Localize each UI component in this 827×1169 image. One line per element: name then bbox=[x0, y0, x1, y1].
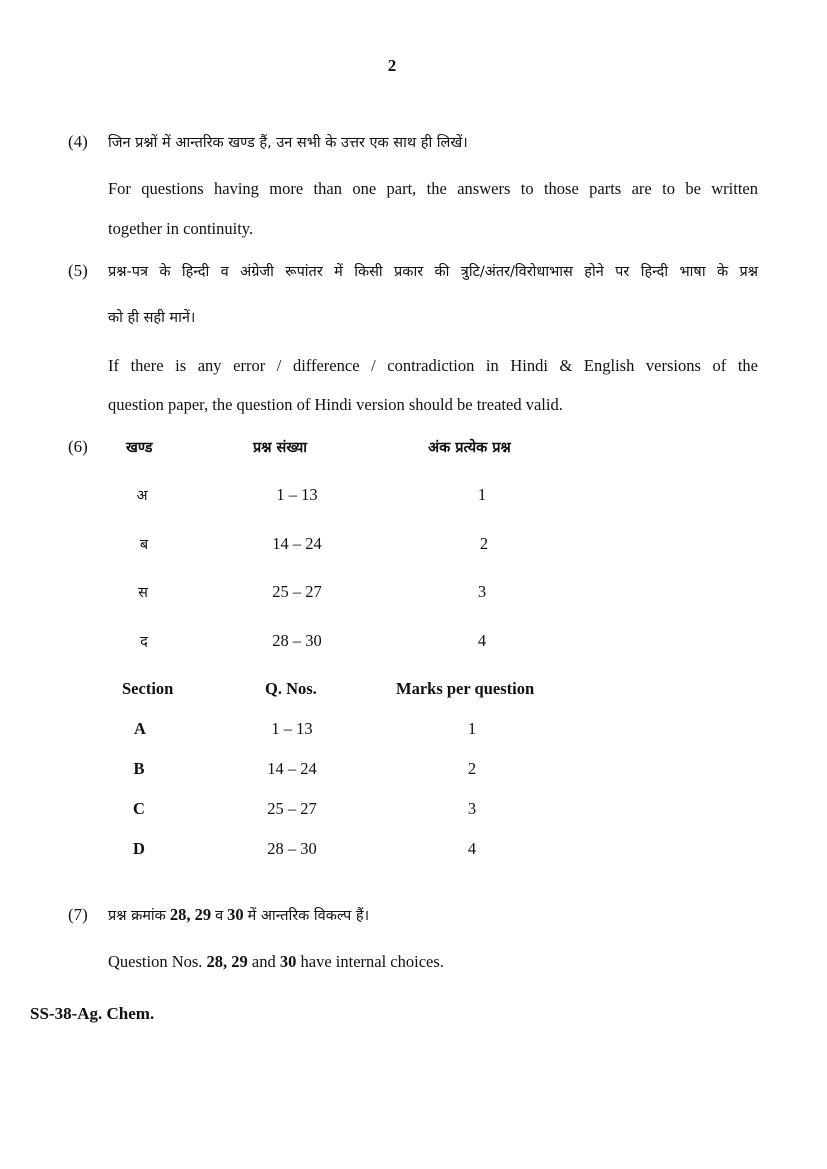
english-table-cell-marks: 4 bbox=[467, 839, 477, 858]
item-7-number: (7) bbox=[68, 905, 88, 924]
item-7-english-q1: 28, 29 bbox=[206, 952, 248, 971]
hindi-table-header-section: खण्ड bbox=[126, 440, 153, 456]
english-table-cell-section: A bbox=[134, 719, 146, 738]
item-4-english-line-2: together in continuity. bbox=[108, 219, 254, 238]
paper-code-footer: SS-38-Ag. Chem. bbox=[30, 1004, 155, 1023]
hindi-table-cell-section: द bbox=[140, 634, 148, 650]
hindi-table-cell-section: ब bbox=[139, 537, 149, 553]
english-table-cell-marks: 2 bbox=[467, 759, 477, 778]
item-7-english-and: and bbox=[251, 952, 276, 971]
hindi-table-cell-qnos: 14 – 24 bbox=[272, 534, 322, 553]
item-5-english-line-1: If there is any error / difference / contradiction in Hindi & English versions of the bbox=[108, 356, 758, 375]
item-5-hindi-line-1: प्रश्न-पत्र के हिन्दी व अंग्रेजी रूपांतर में किसी प्रकार की त्रुटि/अंतर/विरोधाभास होने पर हिन्दी भाषा के प्रश्न bbox=[108, 264, 758, 280]
item-7-hindi bbox=[108, 905, 369, 925]
item-5-english-line-2: question paper, the question of Hindi version should be treated valid. bbox=[108, 395, 563, 414]
item-7-hindi-suffix: में आन्तरिक विकल्प हैं। bbox=[247, 908, 370, 924]
english-table-cell-section: C bbox=[133, 799, 145, 818]
hindi-table-cell-section: स bbox=[138, 585, 148, 601]
page-number: 2 bbox=[387, 56, 397, 75]
item-7-hindi-q1: 28, 29 bbox=[169, 905, 212, 924]
item-7-english-q2: 30 bbox=[279, 952, 297, 971]
english-table-header-marks: Marks per question bbox=[396, 679, 535, 698]
english-table-cell-section: B bbox=[133, 759, 145, 778]
hindi-table-cell-qnos: 25 – 27 bbox=[272, 582, 322, 601]
item-7-hindi-prefix: प्रश्न क्रमांक bbox=[108, 908, 166, 924]
english-table-cell-qnos: 1 – 13 bbox=[271, 719, 313, 738]
english-table-header-qnos: Q. Nos. bbox=[265, 679, 317, 698]
english-table-cell-qnos: 14 – 24 bbox=[267, 759, 317, 778]
english-table-cell-qnos: 25 – 27 bbox=[267, 799, 317, 818]
hindi-table-header-qnos: प्रश्न संख्या bbox=[253, 440, 307, 456]
english-table-cell-section: D bbox=[133, 839, 145, 858]
item-4-number: (4) bbox=[68, 132, 88, 151]
english-table-cell-marks: 3 bbox=[467, 799, 477, 818]
item-5-hindi-line-2: को ही सही मानें। bbox=[108, 310, 196, 326]
hindi-table-cell-marks: 4 bbox=[477, 631, 487, 650]
hindi-table-cell-qnos: 28 – 30 bbox=[272, 631, 322, 650]
item-4-english-line-1: For questions having more than one part, the answers to those parts are to be written bbox=[108, 179, 758, 198]
item-6-number: (6) bbox=[68, 437, 88, 456]
english-table-cell-qnos: 28 – 30 bbox=[267, 839, 317, 858]
item-7-hindi-q2: 30 bbox=[227, 905, 244, 924]
item-7-hindi-and: व bbox=[215, 908, 224, 924]
item-5-number: (5) bbox=[68, 261, 88, 280]
english-table-header-section: Section bbox=[122, 679, 174, 698]
hindi-table-cell-qnos: 1 – 13 bbox=[276, 485, 318, 504]
hindi-table-cell-section: अ bbox=[136, 488, 148, 504]
item-4-hindi: जिन प्रश्नों में आन्तरिक खण्ड हैं, उन सभी के उत्तर एक साथ ही लिखें। bbox=[108, 135, 468, 151]
hindi-table-cell-marks: 1 bbox=[477, 485, 487, 504]
hindi-table-header-marks: अंक प्रत्येक प्रश्न bbox=[428, 440, 511, 456]
item-7-english bbox=[108, 952, 444, 972]
english-table-cell-marks: 1 bbox=[467, 719, 477, 738]
hindi-table-cell-marks: 2 bbox=[479, 534, 489, 553]
item-7-english-prefix: Question Nos. bbox=[108, 952, 203, 971]
item-7-english-suffix: have internal choices. bbox=[300, 952, 444, 971]
hindi-table-cell-marks: 3 bbox=[477, 582, 487, 601]
